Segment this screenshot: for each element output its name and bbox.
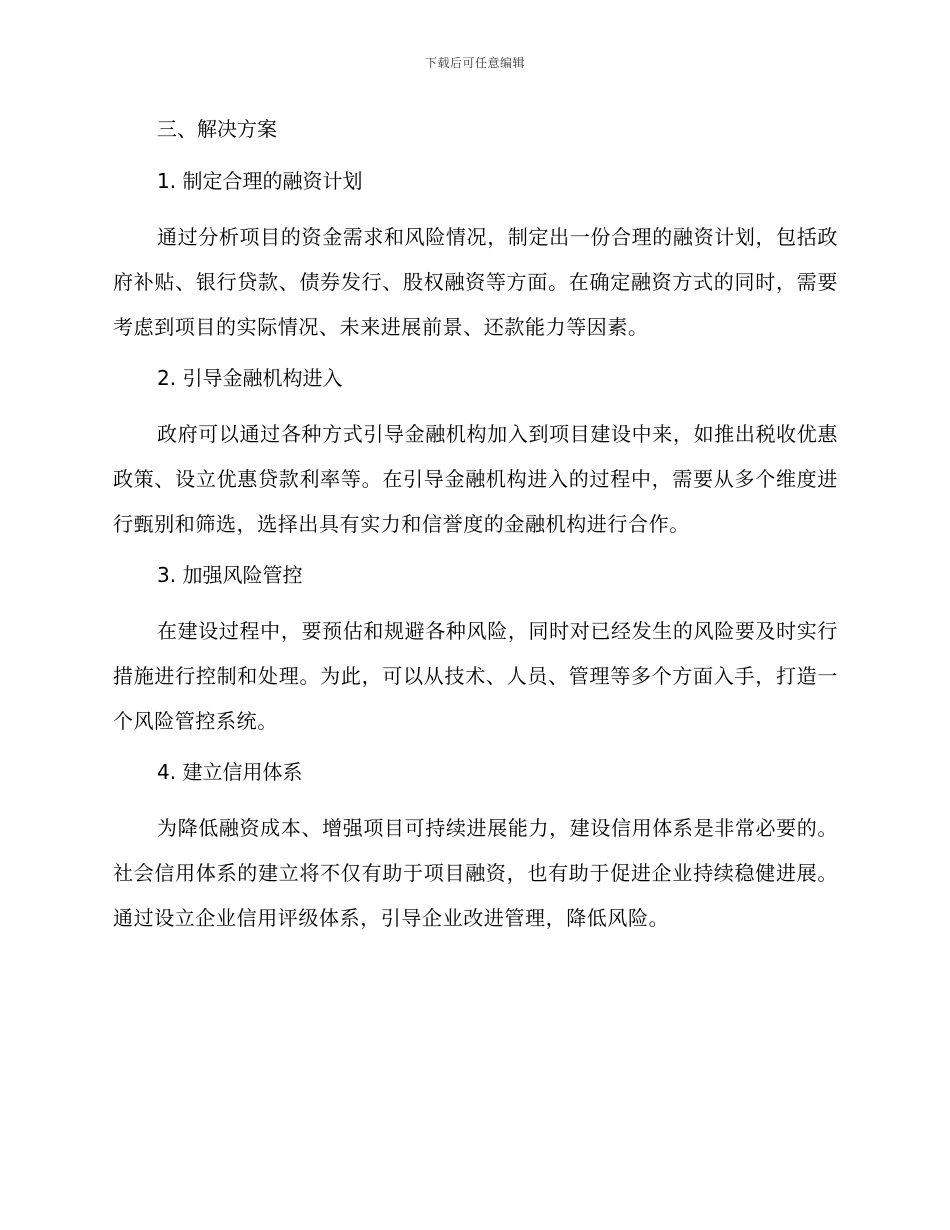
paragraph-3: 在建设过程中，要预估和规避各种风险，同时对已经发生的风险要及时实行措施进行控制和处理。为此，可以从技术、人员、管理等多个方面入手，打造一个风险管控系统。: [113, 619, 838, 733]
subheading-2: 2. 引导金融机构进入: [157, 366, 343, 390]
subheading-3: 3. 加强风险管控: [157, 563, 303, 587]
header-note: 下载后可任意编辑: [424, 56, 525, 70]
paragraph-2: 政府可以通过各种方式引导金融机构加入到项目建设中来，如推出税收优惠政策、设立优惠贷款利率等。在引导金融机构进入的过程中，需要从多个维度进行甄别和筛选，选择出具有实力和信誉度的金融机构进行合作。: [113, 422, 838, 536]
paragraph-4: 为降低融资成本、增强项目可持续进展能力，建设信用体系是非常必要的。社会信用体系的建立将不仅有助于项目融资，也有助于促进企业持续稳健进展。通过设立企业信用评级体系，引导企业改进管理，降低风险。: [113, 816, 838, 930]
subheading-4: 4. 建立信用体系: [157, 760, 303, 784]
section-title: 三、解决方案: [157, 117, 277, 141]
subheading-1: 1. 制定合理的融资计划: [157, 169, 363, 193]
paragraph-1: 通过分析项目的资金需求和风险情况，制定出一份合理的融资计划，包括政府补贴、银行贷款、债券发行、股权融资等方面。在确定融资方式的同时，需要考虑到项目的实际情况、未来进展前景、还款能力等因素。: [113, 225, 838, 339]
document-body: [113, 112, 838, 952]
